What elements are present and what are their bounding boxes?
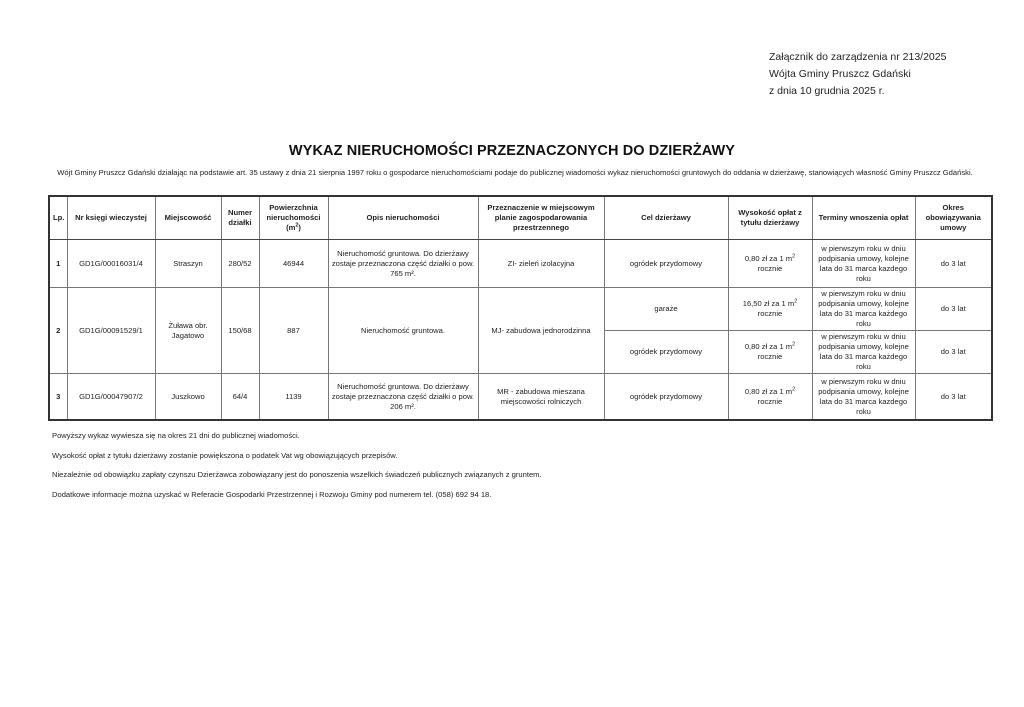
cell-area: 1139 [259,374,328,421]
header-description: Opis nieruchomości [328,196,478,240]
table-row [49,240,992,288]
intro-paragraph: Wójt Gminy Pruszcz Gdański działając na podstawie art. 35 ustawy z dnia 21 sierpnia 1997 roku o gospodarce nieruchomościami podaje do publicznej wiadomości wykaz nieruchomości gruntowych do oddania w dzierżawę, stanowiących własność Gminy Pruszcz Gdański. [57,168,973,177]
header-lease-purpose: Cel dzierżawy [604,196,728,240]
annex-line-2: Wójta Gminy Pruszcz Gdański [769,68,911,80]
cell-description: Nieruchomość gruntowa. Do dzierżawy zostaje przeznaczona część działki o pow. 765 m². [328,240,478,288]
cell-fee [728,288,812,331]
header-contract-period: Okres obowiązywania umowy [915,196,992,240]
cell-payment-terms: w pierwszym roku w dniu podpisania umowy, kolejne lata do 31 marca kazdego roku [812,374,915,421]
cell-land-register: GD1G/00091529/1 [67,288,155,374]
cell-description: Nieruchomość gruntowa. Do dzierżawy zostaje przeznaczona część działki o pow. 206 m². [328,374,478,421]
header-area-unit: (m [286,223,296,232]
annex-line-1: Załącznik do zarządzenia nr 213/2025 [769,51,947,63]
note-contact-info: Dodatkowe informacje można uzyskać w Referacie Gospodarki Przestrzennej i Rozwoju Gminy pod numerem tel. (058) 692 94 18. [52,489,492,499]
cell-description: Nieruchomość gruntowa. [328,288,478,374]
cell-payment-terms: w pierwszym roku w dniu podpisania umowy, kolejne lata do 31 marca każdego roku [812,288,915,331]
cell-zoning: ZI- zieleń izolacyjna [478,240,604,288]
fee-period: rocznie [757,352,783,361]
fee-sup: 2 [792,385,796,392]
note-posting-period: Powyższy wykaz wywiesza się na okres 21 dni do publicznej wiadomości. [52,431,300,440]
cell-contract-period: do 3 lat [915,240,992,288]
header-locality: Miejscowość [155,196,221,240]
fee-amount: 0,80 zł za 1 m [744,342,793,351]
cell-area: 46944 [259,240,328,288]
header-lp: Lp. [49,196,67,240]
cell-contract-period: do 3 lat [915,288,992,331]
cell-lease-purpose: ogródek przydomowy [604,331,728,374]
note-public-charges: Niezależnie od obowiązku zapłaty czynszu Dzierżawca zobowiązany jest do ponoszenia wszelkich świadczeń publicznych związanych z gruntem. [52,470,542,479]
cell-lease-purpose: ogródek przydomowy [604,374,728,421]
cell-lp: 1 [49,240,67,288]
header-area-close: ) [298,223,301,232]
header-area [259,196,328,240]
header-plot-number: Numer działki [221,196,259,240]
annex-header [769,49,946,100]
cell-payment-terms: w pierwszym roku w dniu podpisania umowy, kolejne lata do 31 marca każdego roku [812,331,915,374]
notes-section [52,431,542,509]
table-row [49,288,992,331]
annex-line-3: z dnia 10 grudnia 2025 r. [769,85,885,97]
fee-period: rocznie [757,396,783,406]
cell-contract-period: do 3 lat [915,331,992,374]
cell-fee [728,374,812,421]
document-title: WYKAZ NIERUCHOMOŚCI PRZEZNACZONYCH DO DZIERŻAWY [288,143,736,159]
note-vat: Wysokość opłat z tytułu dzierżawy zostanie powiększona o podatek Vat wg obowiązujących przepisów. [52,450,398,460]
cell-plot-number: 64/4 [221,374,259,421]
cell-zoning: MR - zabudowa mieszana miejscowości rolniczych [478,374,604,421]
cell-land-register: GD1G/00016031/4 [67,240,155,288]
header-area-sup: 2 [295,222,299,229]
cell-locality: Straszyn [155,240,221,288]
cell-locality: Juszkowo [155,374,221,421]
cell-lease-purpose: ogródek przydomowy [604,240,728,288]
cell-land-register: GD1G/00047907/2 [67,374,155,421]
fee-sup: 2 [792,252,796,259]
cell-locality: Żuława obr. Jagatowo [155,288,221,374]
table-row [49,374,992,421]
table-header-row [49,196,992,240]
header-fee: Wysokość opłat z tytułu dzierżawy [728,196,812,240]
cell-lp: 2 [49,288,67,374]
cell-contract-period: do 3 lat [915,374,992,421]
fee-period: rocznie [757,309,783,318]
cell-lease-purpose: garaże [604,288,728,331]
cell-lp: 3 [49,374,67,421]
fee-amount: 0,80 zł za 1 m [744,386,793,396]
fee-amount: 16,50 zł za 1 m [742,299,795,308]
fee-amount: 0,80 zł za 1 m [744,253,793,263]
header-zoning: Przeznaczenie w miejscowym planie zagospodarowania przestrzennego [478,196,604,240]
cell-area: 887 [259,288,328,374]
header-land-register: Nr księgi wieczystej [67,196,155,240]
header-area-label: Powierzchnia nieruchomości [266,203,321,222]
cell-plot-number: 150/68 [221,288,259,374]
header-payment-terms: Terminy wnoszenia opłat [812,196,915,240]
fee-period: rocznie [757,263,783,273]
cell-fee [728,331,812,374]
fee-sup: 2 [794,298,798,305]
cell-plot-number: 280/52 [221,240,259,288]
cell-fee [728,240,812,288]
cell-payment-terms: w pierwszym roku w dniu podpisania umowy, kolejne lata do 31 marca kazdego roku [812,240,915,288]
cell-zoning: MJ- zabudowa jednorodzinna [478,288,604,374]
fee-sup: 2 [792,341,796,348]
property-table [48,195,993,421]
